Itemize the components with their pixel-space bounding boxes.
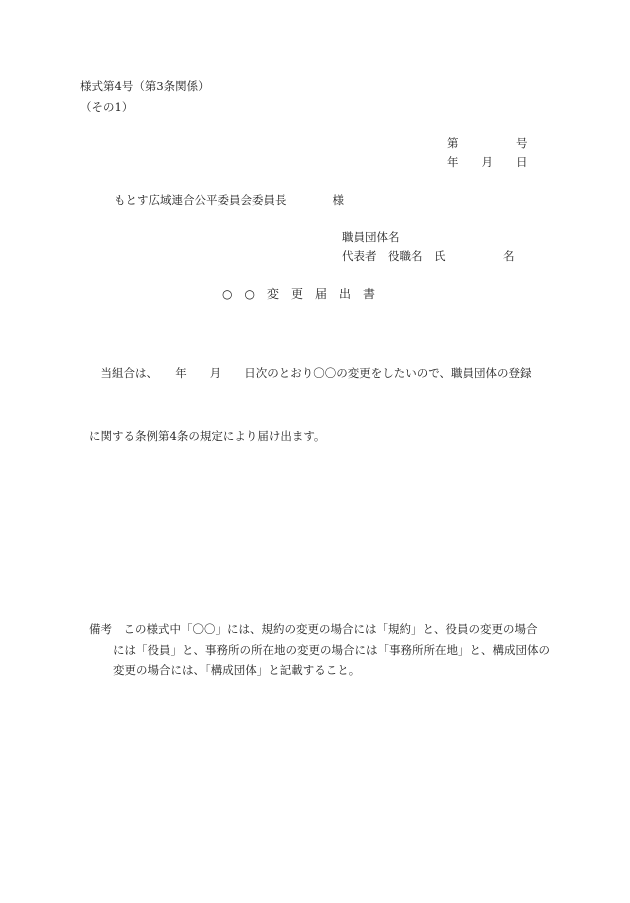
addressee-line: もとす広域連合公平委員会委員長 様: [114, 193, 344, 207]
body-line-2: に関する条例第4条の規定により届け出ます。: [89, 429, 326, 443]
form-sub-label: （その1）: [80, 100, 134, 114]
remarks-line-3: 変更の場合には、「構成団体」と記載すること。: [113, 663, 361, 677]
document-number-line: 第 号: [447, 136, 528, 150]
remarks-section: [89, 619, 559, 681]
remarks-line-2: には「役員」と、事務所の所在地の変更の場合には「事務所所在地」と、構成団体の: [113, 642, 550, 657]
document-date-line: 年 月 日: [447, 155, 528, 169]
body-line-1: 当組合は、 年 月 日次のとおり〇〇の変更をしたいので、職員団体の登録: [89, 366, 532, 380]
document-title: ○ ○ 変 更 届 出 書: [222, 287, 375, 301]
body-paragraph: [89, 321, 555, 468]
remarks-line-1: 備考 この様式中「〇〇」には、規約の変更の場合には「規約」と、役員の変更の場合: [89, 622, 538, 636]
form-number-label: 様式第4号（第3条関係）: [80, 79, 210, 93]
org-name-label: 職員団体名: [342, 230, 400, 244]
representative-line: 代表者 役職名 氏 名: [342, 249, 515, 263]
